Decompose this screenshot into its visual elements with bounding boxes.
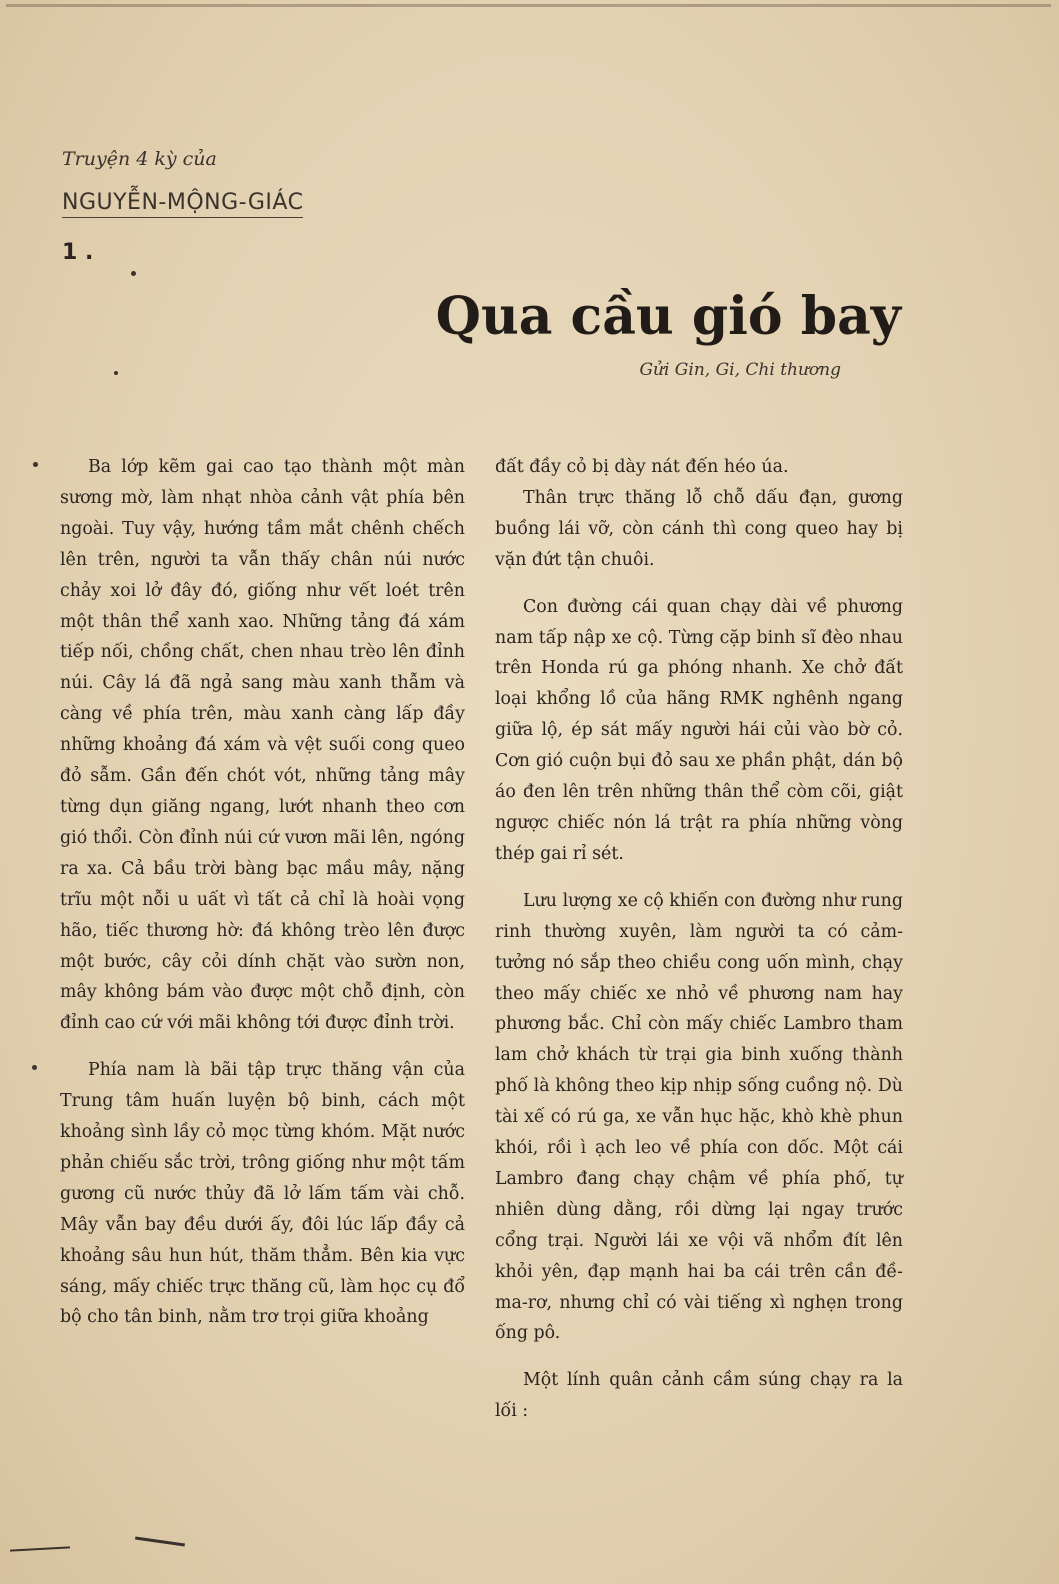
author-name: NGUYỄN-MỘNG-GIÁC xyxy=(62,190,303,218)
scuff-mark xyxy=(10,1546,70,1551)
top-edge-line xyxy=(6,4,1051,7)
paragraph: Con đường cái quan chạy dài về phương nam tấp nập xe cộ. Từng cặp binh sĩ đèo nhau trên Honda rú ga phóng nhanh. Xe chở đất loại khổng lồ của hãng RMK nghênh ngang giữa lộ, ép sát mấy người hái củi vào bờ cỏ. Cơn gió cuộn bụi đỏ sau xe phần phật, dán bộ áo đen lên trên những thân thể còm cõi, giật ngược chiếc nón lá trật ra phía những vòng thép gai rỉ sét. xyxy=(495,596,903,864)
paragraph: đất đầy cỏ bị dày nát đến héo úa. xyxy=(495,457,789,477)
paragraph: Một lính quân cảnh cầm súng chạy ra la lối : xyxy=(495,1370,903,1422)
paragraph: Thân trực thăng lỗ chỗ dấu đạn, gương buồng lái vỡ, còn cánh thì cong queo hay bị vặn đứt tận chuôi. xyxy=(495,487,903,570)
ink-speck xyxy=(114,371,118,375)
ink-speck xyxy=(33,462,38,467)
part-number: 1 . xyxy=(62,240,94,265)
paragraph: Lưu lượng xe cộ khiến con đường như rung rinh thường xuyên, làm người ta có cảm-tưởng nó sắp theo chiều cong uốn mình, chạy theo mấy chiếc xe nhỏ về phương nam hay phương bắc. Chỉ còn mấy chiếc Lambro tham lam chở khách từ trại gia binh xuống thành phố là không theo kịp nhịp sống cuồng nộ. Dù tài xế có rú ga, xe vẫn hục hặc, khò khè phun khói, rồi ì ạch leo về phía con dốc. Một cái Lambro đang chạy chậm về phía phố, tự nhiên dùng dằng, rồi dừng lại ngay trước cổng trại. Người lái xe vội vã nhổm đít lên khỏi yên, đạp mạnh hai ba cái trên cần đề-ma-rơ, nhưng chỉ có vài tiếng xì nghẹn trong ống pô. xyxy=(495,890,903,1344)
paragraph: Phía nam là bãi tập trực thăng vận của Trung tâm huấn luyện bộ binh, cách một khoảng sình lầy cỏ mọc từng khóm. Mặt nước phản chiếu sắc trời, trông giống như một tấm gương cũ nước thủy đã lở lấm tấm vài chỗ. Mây vẫn bay đều dưới ấy, đôi lúc lấp đầy cả khoảng sâu hun hút, thăm thẳm. Bên kia vực sáng, mấy chiếc trực thăng cũ, làm học cụ đổ bộ cho tân binh, nằm trơ trọi giữa khoảng xyxy=(60,1060,465,1328)
series-label: Truyện 4 kỳ của xyxy=(62,148,217,170)
dedication: Gửi Gin, Gi, Chi thương xyxy=(639,360,841,380)
scuff-mark xyxy=(135,1537,185,1547)
left-column xyxy=(60,452,465,1333)
right-column xyxy=(495,452,903,1427)
ink-speck xyxy=(131,271,136,276)
paragraph: Ba lớp kẽm gai cao tạo thành một màn sương mờ, làm nhạt nhòa cảnh vật phía bên ngoài. Tuy vậy, hướng tầm mắt chênh chếch lên trên, người ta vẫn thấy chân núi nước chảy xoi lở đây đó, giống như vết loét trên một thân thể xanh xao. Những tảng đá xám tiếp nối, chồng chất, chen nhau trèo lên đỉnh núi. Cây lá đã ngả sang màu xanh thẫm và càng về phía trên, màu xanh càng lấp đầy những khoảng đá xám và vệt suối cong queo đỏ sẫm. Gần đến chót vót, những tảng mây từng dụn giăng ngang, lướt nhanh theo cơn gió thổi. Còn đỉnh núi cứ vươn mãi lên, ngóng ra xa. Cả bầu trời bàng bạc mầu mây, nặng trĩu một nỗi u uất vì tất cả chỉ là hoài vọng hão, tiếc thương hờ: đá không trèo lên được một bước, cây cỏi dính chặt vào sườn non, mây không bám vào được một chỗ định, còn đỉnh cao cứ với mãi không tới được đỉnh trời. xyxy=(60,457,465,1034)
ink-speck xyxy=(32,1065,37,1070)
story-title: Qua cầu gió bay xyxy=(435,286,901,347)
